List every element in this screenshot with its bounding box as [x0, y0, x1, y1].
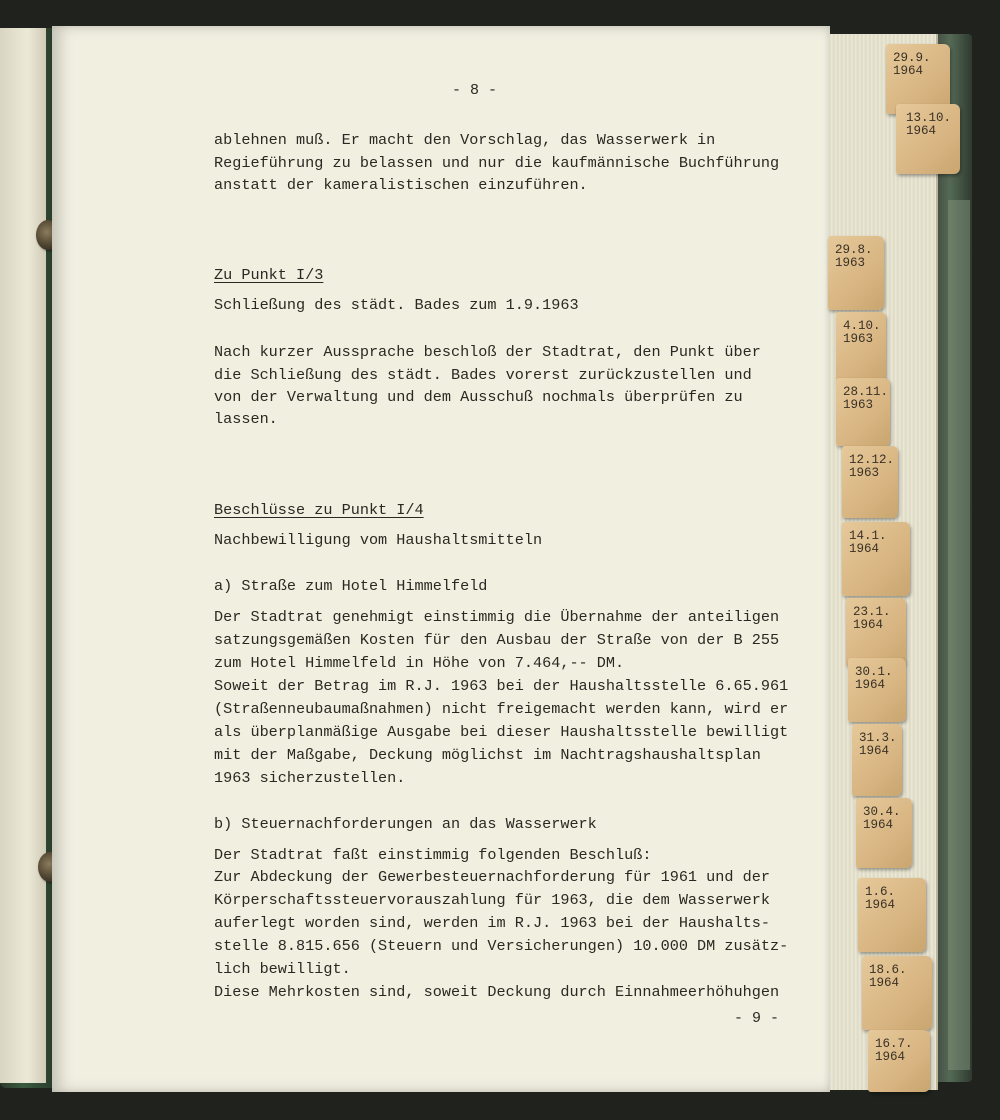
text-line: anstatt der kameralistischen einzuführen.: [214, 176, 588, 194]
page-number: - 8 -: [452, 82, 498, 99]
index-tab[interactable]: 31.3. 1964: [852, 724, 902, 796]
text-line: lich bewilligt.: [214, 960, 351, 978]
text-line: Diese Mehrkosten sind, soweit Deckung durch Einnahmeerhöhuhgen: [214, 983, 780, 1001]
text-line: von der Verwaltung und dem Ausschuß nochmals überprüfen zu: [214, 388, 743, 406]
text-line: satzungsgemäßen Kosten für den Ausbau der Straße von der B 255: [214, 631, 780, 649]
index-tab[interactable]: 4.10. 1963: [836, 312, 886, 382]
text-line: Zur Abdeckung der Gewerbesteuernachforderung für 1961 und der: [214, 868, 770, 886]
text-line: Soweit der Betrag im R.J. 1963 bei der Haushaltsstelle 6.65.961: [214, 677, 789, 695]
text-line: lassen.: [214, 410, 278, 428]
index-tab[interactable]: 16.7. 1964: [868, 1030, 930, 1092]
text-line: als überplanmäßige Ausgabe bei dieser Haushaltsstelle bewilligt: [214, 723, 789, 741]
index-tab[interactable]: 30.1. 1964: [848, 658, 906, 722]
text-line: (Straßenneubaumaßnahmen) nicht freigemacht werden kann, wird er: [214, 700, 789, 718]
index-tab[interactable]: 28.11. 1963: [836, 378, 890, 446]
next-page-marker: - 9 -: [734, 1010, 780, 1027]
index-tab[interactable]: 30.4. 1964: [856, 798, 912, 868]
section-subject: Schließung des städt. Bades zum 1.9.1963: [214, 296, 579, 314]
index-tab[interactable]: 23.1. 1964: [846, 598, 906, 666]
index-tab[interactable]: 29.9. 1964: [886, 44, 950, 114]
index-tab[interactable]: 13.10. 1964: [896, 104, 960, 174]
text-line: Der Stadtrat faßt einstimmig folgenden Beschluß:: [214, 846, 652, 864]
text-line: die Schließung des städt. Bades vorerst zurückzustellen und: [214, 366, 752, 384]
text-line: auferlegt worden sind, werden im R.J. 1963 bei der Haushalts-: [214, 914, 770, 932]
text-line: Körperschaftssteuervorauszahlung für 1963, die dem Wasserwerk: [214, 891, 770, 909]
index-tab[interactable]: 18.6. 1964: [862, 956, 932, 1030]
subsection-title: a) Straße zum Hotel Himmelfeld: [214, 577, 488, 595]
index-tab[interactable]: 14.1. 1964: [842, 522, 910, 596]
index-tab[interactable]: 1.6. 1964: [858, 878, 926, 952]
text-line: mit der Maßgabe, Deckung möglichst im Nachtragshaushaltsplan: [214, 746, 761, 764]
section-heading: Beschlüsse zu Punkt I/4: [214, 501, 424, 519]
left-page-edge: [0, 28, 46, 1083]
text-line: stelle 8.815.656 (Steuern und Versicherungen) 10.000 DM zusätz-: [214, 937, 789, 955]
text-line: Nach kurzer Aussprache beschloß der Stadtrat, den Punkt über: [214, 343, 761, 361]
subsection-title: b) Steuernachforderungen an das Wasserwerk: [214, 815, 597, 833]
text-line: 1963 sicherzustellen.: [214, 769, 406, 787]
section-subject: Nachbewilligung vom Haushaltsmitteln: [214, 531, 543, 549]
text-line: Regieführung zu belassen und nur die kaufmännische Buchführung: [214, 154, 780, 172]
text-line: zum Hotel Himmelfeld in Höhe von 7.464,-- DM.: [214, 654, 625, 672]
index-tab[interactable]: 12.12. 1963: [842, 446, 898, 518]
index-tab[interactable]: 29.8. 1963: [828, 236, 884, 310]
text-line: Der Stadtrat genehmigt einstimmig die Übernahme der anteiligen: [214, 608, 780, 626]
section-heading: Zu Punkt I/3: [214, 266, 324, 284]
text-line: ablehnen muß. Er macht den Vorschlag, das Wasserwerk in: [214, 131, 716, 149]
binder-spine-strip: [948, 200, 970, 1070]
